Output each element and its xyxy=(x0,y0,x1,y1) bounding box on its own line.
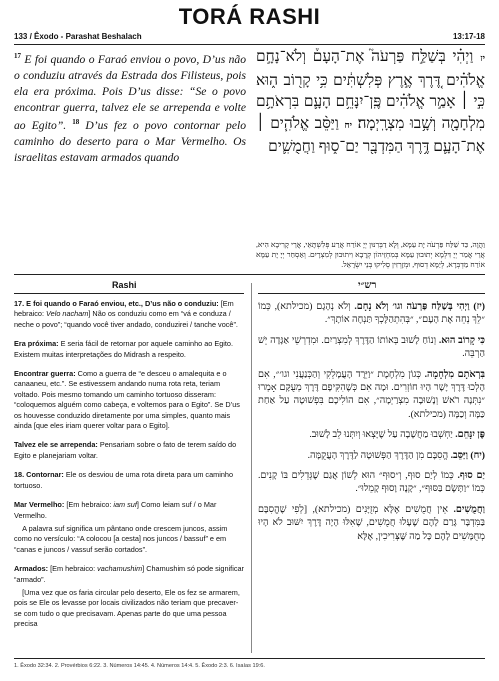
entry-italic: iam suf xyxy=(113,500,137,510)
entry-heading: Talvez ele se arrependa: xyxy=(14,440,98,450)
footnote-rule xyxy=(14,658,485,659)
verse-17-text: E foi quando o Faraó enviou o povo, D’us não o conduziu através da Estrada dos Filisteus, pois ela era próxima. Pois D’us disse: “Se o povo encontrar guerra, talvez ele se arrependa e volte ao Egito”. xyxy=(14,52,246,133)
label-underline-left xyxy=(14,293,244,294)
entry-body: [Em hebraico: xyxy=(64,500,114,510)
entry-body: אֵין חֲמֻשִׁים אֶלָּא מְזֻיָּנִים (מכילתא), [לְפִי שֶׁהֱסִבָּם בַּמִּדְבָּר גָּרַם לָהֶם שֶׁעָלוּ חֲמֻשִׁים, שֶׁאִלּוּ הָיָה דֶּרֶךְ יִשּׁוּב לֹא הָיוּ מְחֻמָּשִׁים לָהֶם כָּל מַה שֶּׁצְּרִיכִין, אֶלָּא xyxy=(258,503,485,542)
hebrew-commentary-entry xyxy=(258,368,485,422)
rashi-hebrew-commentary xyxy=(258,300,485,653)
entry-heading: כִּי קָרוֹב הוּא. xyxy=(438,334,485,346)
entry-body: A palavra suf significa um pântano onde crescem juncos, assim como no versículo: “A colocou [a cesta] nos juncos / bassuf” e em “canas e juncos / vassuf serão cortados”. xyxy=(14,523,228,554)
entry-body: Pensariam sobre o fato de terem saído do Egito e planejariam voltar. xyxy=(14,440,237,460)
page-reference: 133 / Êxodo - Parashat Beshalach xyxy=(14,32,142,41)
entry-heading: 18. Contornar: xyxy=(14,470,64,480)
entry-body: Ele os desviou de uma rota direta para um caminho tortuoso. xyxy=(14,470,234,490)
entry-heading: וַחֲמֻשִׁים. xyxy=(453,503,485,515)
entry-body: כְּמוֹ לְיַם סוּף, וְ״סוּף״ הוּא לְשׁוֹן אֲגַם שֶׁגְּדֵלִים בּוֹ קָנִים. כְּמוֹ ״וַתָּשֶׂם בַּסּוּף״, ״קָנֶה וָסוּף קָמֵלוּ״. xyxy=(258,470,485,495)
hebrew-verse-18: וַיַּסֵּ֨ב אֱלֹהִ֧ים ׀ אֶת־הָעָ֛ם דֶּ֥רֶךְ הַמִּדְבָּ֖ר יַם־ס֑וּף וַחֲמֻשִׁ֛ים xyxy=(256,114,485,155)
entry-body: ] Chamushim só pode significar “armado”. xyxy=(14,564,244,584)
entry-body: E seria fácil de retornar por aquele caminho ao Egito. Existem muitas interpretações do Midrash a respeito. xyxy=(14,339,234,359)
entry-italic: Velo nacham xyxy=(46,309,89,319)
entry-italic: vachamushim xyxy=(97,564,143,574)
footnotes: 1. Êxodo 32:34. 2. Provérbios 6:22. 3. Números 14:45. 4. Números 14:4. 5. Êxodo 2:3. 6. Isaías 19:6. xyxy=(14,663,265,669)
page-title: TORÁ RASHI xyxy=(178,4,321,29)
entry-heading: (יח) וַיַּסֵּב. xyxy=(450,449,485,461)
commentary-entry xyxy=(14,440,244,461)
label-underline-right xyxy=(258,293,485,294)
entry-body: [Em hebraico: xyxy=(14,299,234,319)
entry-body: וְנוֹחַ לָשׁוּב בְּאוֹתוֹ הַדֶּרֶךְ לְמִצְרַיִם. וּמִדְרְשֵׁי אַגָּדָה יֵשׁ הַרְבֵּה. xyxy=(258,334,485,360)
verse-number-18: 18 xyxy=(72,118,80,127)
entry-heading: (יז) וַיְהִי בְּשַׁלַּח פַּרְעֹה וגו׳ וְלֹא נָחָם. xyxy=(354,301,485,312)
hebrew-verse-number-17: יז xyxy=(480,53,485,63)
hebrew-commentary-entry xyxy=(258,300,485,327)
entry-heading: Era próxima: xyxy=(14,339,59,349)
hebrew-verse-17: וַיְהִ֗י בְּשַׁלַּ֣ח פַּרְעֹה֮ אֶת־הָעָם֒ וְלֹא־נָחָ֣ם אֱלֹהִ֗ים דֶּ֚רֶךְ אֶ֣רֶץ פְּלִשְׁתִּ֔ים כִּ֥י קָר֖וֹב ה֑וּא כִּ֣י ׀ אָמַ֣ר אֱלֹהִ֗ים פֶּֽן־יִנָּחֵ֥ם הָעָ֛ם בִּרְאֹתָ֥ם מִלְחָמָ֖ה וְשָׁ֥בוּ מִצְרָֽיְמָה׃ xyxy=(256,48,485,132)
portuguese-verse-text xyxy=(14,49,246,239)
entry-body: [Uma vez que os faria circular pelo deserto, Ele os fez se armarem, pois se Ele os levasse por locais civilizados não teriam que precaver-se com tudo o que precisavam. Apenas parte do que uma pessoa precisa xyxy=(14,587,240,629)
header-rule xyxy=(14,44,485,45)
hebrew-commentary-entry xyxy=(258,334,485,361)
hebrew-verse-number-18: יח xyxy=(344,119,353,130)
commentary-rule xyxy=(14,274,485,275)
verse-18-text: D’us fez o povo contornar pelo caminho do deserto para o Mar Vermelho. Os israelitas estavam armados quando xyxy=(14,119,246,165)
commentary-entry xyxy=(14,299,244,330)
entry-body: ] Como leiam suf / o Mar Vermelho. xyxy=(14,500,217,520)
commentary-entry xyxy=(14,470,244,491)
column-divider xyxy=(251,283,252,653)
rashi-portuguese-commentary xyxy=(14,299,244,653)
entry-body: [Em hebraico: xyxy=(48,564,98,574)
verse-number-17: 17 xyxy=(14,52,21,60)
hebrew-commentary-entry xyxy=(258,503,485,543)
commentary-entry xyxy=(14,564,244,629)
hebrew-verse-text xyxy=(256,46,485,232)
commentary-entry xyxy=(14,369,244,431)
entry-body: יַחְשְׁבוּ מַחֲשָׁבָה עַל שֶׁיָּצְאוּ וְיִתְּנוּ לֵב לָשׁוּב. xyxy=(309,429,456,441)
hebrew-commentary-entry xyxy=(258,428,485,441)
entry-heading: בִּרְאֹתָם מִלְחָמָה. xyxy=(424,368,485,380)
hebrew-commentary-entry xyxy=(258,469,485,496)
entry-heading: Armados: xyxy=(14,564,49,574)
entry-heading: Encontrar guerra: xyxy=(14,369,76,379)
rashi-label-portuguese: Rashi xyxy=(112,280,137,290)
entry-body: Como a guerra de “e desceu o amalequita e o canaaneu, etc.”. Se estivessem andando numa rota reta, teriam voltado. Pois mesmo tomando um caminho tortuoso disseram: “coloquemos alguém como cabeça, e voltemos para o Egito”. Se D’us os houvesse conduzido diretamente por uma simples, quanto mais ainda [que eles iriam querer voltar para o Egito]. xyxy=(14,369,240,431)
hebrew-commentary-entry xyxy=(258,449,485,462)
entry-heading: פֶּן יִנָּחֵם. xyxy=(455,429,485,441)
entry-heading: יַם סוּף. xyxy=(457,470,485,482)
entry-body: ] Não os conduziu como em “vá e conduza / neche o povo”; “quando você tiver andado, conduzirei / tanche você”. xyxy=(14,309,238,329)
entry-heading: 17. E foi quando o Faraó enviou, etc., D’us não o conduziu: xyxy=(14,299,219,308)
targum-text: וַהֲוָה, כַּד שַׁלַּח פַּרְעֹה יָת עַמָּא, וְלָא דַבְּרִנּוּן יְיָ אוֹרַח אֲרַע פְּלִשְׁתָּאֵי, אֲרֵי קָרִיבָא הִיא, אֲרֵי אֲמַר יְיָ דִּלְמָא יְתוּבוּן עַמָּא בְּמִחְזֵיהוֹן קְרָבָא וִיתוּבוּן לְמִצְרָיִם. וְאַסְחַר יְיָ יָת עַמָּא אוֹרַח מַדְבְּרָא, לְיַמָּא דְסוּף, וּמְזָרְזִין סְלִיקוּ בְּנֵי יִשְׂרָאֵל. xyxy=(256,240,485,269)
entry-body: הֱסִבָּם מִן הַדֶּרֶךְ הַפְּשׁוּטָה לַדֶּרֶךְ הָעֲקֻמָּה. xyxy=(307,449,451,461)
commentary-entry xyxy=(14,500,244,555)
rashi-label-hebrew: רש״י xyxy=(358,280,377,291)
entry-body: כְּגוֹן מִלְחֶמֶת ״וַיֵּרֶד הָעֲמָלֵקִי וְהַכְּנַעֲנִי וגו׳״, אִם הָלְכוּ דֶּרֶךְ יָשָׁר הָיוּ חוֹזְרִים. וּמָה אִם כְּשֶׁהִקִּיפָם דֶּרֶךְ מְעֻקָּם אָמְרוּ ״נִתְּנָה רֹאשׁ וְנָשׁוּבָה מִצְרַיְמָה״, אִם הוֹלִיכָם בִּפְשׁוּטָה עַל אַחַת כַּמָּה וְכַמָּה (מכילתא). xyxy=(258,368,485,420)
commentary-entry xyxy=(14,339,244,360)
verse-reference: 13:17-18 xyxy=(452,32,485,41)
entry-heading: Mar Vermelho: xyxy=(14,500,65,510)
entry-body: וְלֹא נְהָגָם (מכילתא), כְּמוֹ ״לֵךְ נְחֵה אֶת הָעָם״, ״בְּהִתְהַלֶּכְךָ תַּנְחֶה אוֹתָךְ״. xyxy=(258,301,485,326)
